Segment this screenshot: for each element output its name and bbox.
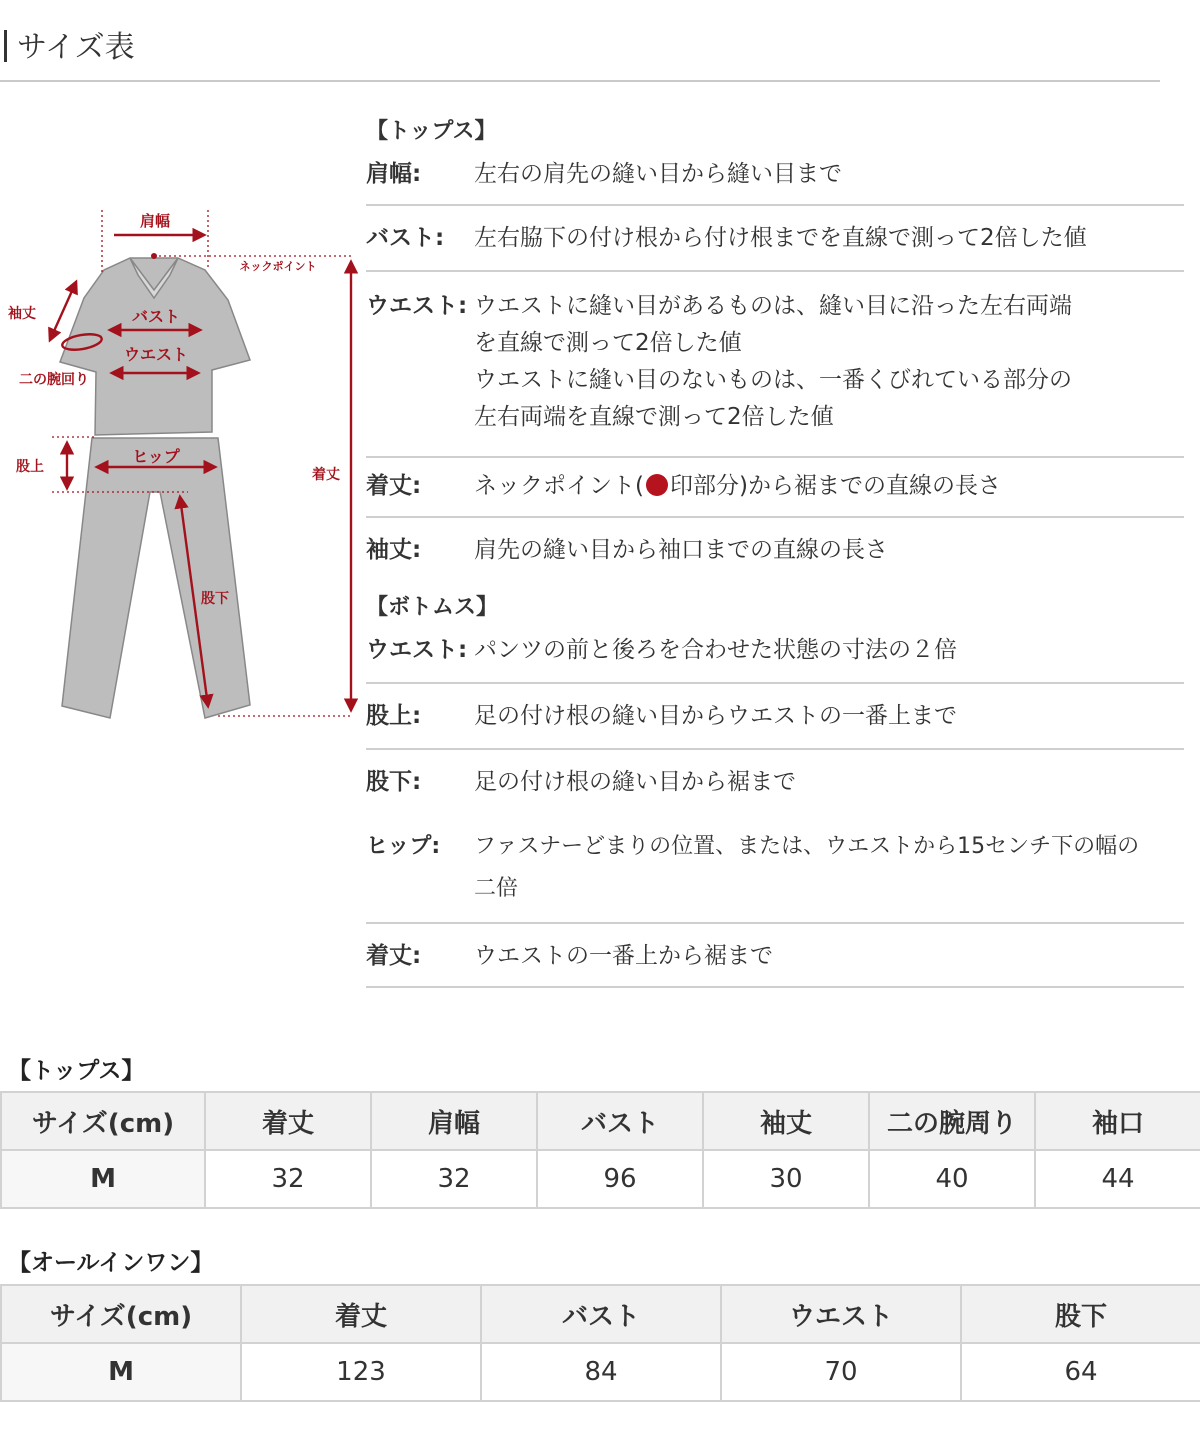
table-cell: 44 xyxy=(1035,1150,1200,1208)
label-rise: 股上 xyxy=(16,459,44,475)
table-header-cell: バスト xyxy=(481,1285,721,1343)
neckpoint-dot xyxy=(151,253,157,259)
def-desc-after: 印部分)から裾までの直線の長さ xyxy=(669,473,1001,499)
table-header-cell: ウエスト xyxy=(721,1285,961,1343)
def-row-sleeve xyxy=(366,518,1184,580)
table-cell-size: M xyxy=(1,1150,205,1208)
table-cell: 40 xyxy=(869,1150,1035,1208)
label-upperarm: 二の腕回り xyxy=(19,372,89,388)
def-row-inseam xyxy=(366,750,1184,814)
def-desc-line: を直線で測って2倍した値 xyxy=(474,330,742,356)
def-row-bust xyxy=(366,206,1184,272)
table-header-cell: サイズ(cm) xyxy=(1,1285,241,1343)
def-desc-line: パンツの前と後ろを合わせた状態の寸法の２倍 xyxy=(474,637,957,663)
def-row-bottoms-length xyxy=(366,924,1184,988)
def-term: ヒップ: xyxy=(366,834,441,859)
def-row-shoulder xyxy=(366,154,1184,206)
def-term: ウエスト: xyxy=(366,637,468,663)
def-desc-line: 左右脇下の付け根から付け根までを直線で測って2倍した値 xyxy=(474,225,1087,251)
table-cell: 64 xyxy=(961,1343,1200,1401)
table-cell: 70 xyxy=(721,1343,961,1401)
table-header-row xyxy=(1,1285,1200,1343)
def-term: 袖丈: xyxy=(366,537,422,563)
def-desc-line: ファスナーどまりの位置、または、ウエストから15センチ下の幅の xyxy=(474,834,1140,859)
table-header-cell: 袖丈 xyxy=(703,1092,869,1150)
pants-shape xyxy=(62,438,250,718)
def-row-bottoms-waist xyxy=(366,630,1184,684)
table-cell: 96 xyxy=(537,1150,703,1208)
label-bust: バスト xyxy=(131,307,181,326)
definitions-panel xyxy=(366,110,1184,988)
title-bar xyxy=(4,30,7,62)
def-desc-line: 左右両端を直線で測って2倍した値 xyxy=(474,404,834,430)
def-term: 肩幅: xyxy=(366,161,422,187)
def-desc-before: ネックポイント( xyxy=(474,473,644,499)
def-row-length xyxy=(366,458,1184,518)
def-desc-line: 足の付け根の縫い目からウエストの一番上まで xyxy=(474,703,957,729)
page-title xyxy=(0,28,135,68)
table-row xyxy=(1,1150,1200,1208)
tops-table-heading: 【トップス】 xyxy=(8,1058,145,1084)
def-term: 着丈: xyxy=(366,473,422,499)
def-term: 股下: xyxy=(366,769,422,795)
table-header-cell: 着丈 xyxy=(241,1285,481,1343)
table-header-cell: 肩幅 xyxy=(371,1092,537,1150)
table-header-cell: 二の腕周り xyxy=(869,1092,1035,1150)
def-term: ウエスト: xyxy=(366,293,468,319)
title-divider xyxy=(0,80,1160,82)
label-waist: ウエスト xyxy=(123,345,189,364)
label-sleeve: 袖丈 xyxy=(8,306,36,322)
label-shoulder: 肩幅 xyxy=(139,212,171,230)
garment-diagram xyxy=(0,195,360,730)
table-header-cell: 袖口 xyxy=(1035,1092,1200,1150)
def-desc-line: 足の付け根の縫い目から裾まで xyxy=(474,769,796,795)
def-desc-line: ウエストの一番上から裾まで xyxy=(474,943,773,969)
def-term: 股上: xyxy=(366,703,422,729)
table-row xyxy=(1,1343,1200,1401)
table-cell: 123 xyxy=(241,1343,481,1401)
bottoms-definitions-heading: 【ボトムス】 xyxy=(366,595,499,620)
def-term: バスト: xyxy=(366,225,445,251)
def-desc-line: 肩先の縫い目から袖口までの直線の長さ xyxy=(474,537,888,563)
tops-definitions-heading: 【トップス】 xyxy=(366,119,497,144)
table-cell: 32 xyxy=(371,1150,537,1208)
def-term: 着丈: xyxy=(366,943,422,969)
table-cell-size: M xyxy=(1,1343,241,1401)
allinone-table-heading: 【オールインワン】 xyxy=(8,1250,214,1276)
table-header-cell: 股下 xyxy=(961,1285,1200,1343)
label-length: 着丈 xyxy=(312,467,340,483)
def-desc-line: ウエストに縫い目のないものは、一番くびれている部分の xyxy=(474,367,1072,393)
table-header-cell: 着丈 xyxy=(205,1092,371,1150)
def-row-hip xyxy=(366,814,1184,924)
def-desc-line: 左右の肩先の縫い目から縫い目まで xyxy=(474,161,842,187)
def-row-rise xyxy=(366,684,1184,750)
table-header-row xyxy=(1,1092,1200,1150)
neckpoint-dot-icon xyxy=(646,474,668,496)
label-hip: ヒップ xyxy=(132,447,180,466)
label-neckpoint: ネックポイント xyxy=(239,260,317,273)
table-header-cell: バスト xyxy=(537,1092,703,1150)
allinone-size-table xyxy=(0,1284,1200,1402)
def-desc-line: 二倍 xyxy=(474,876,519,901)
tops-size-table xyxy=(0,1091,1200,1209)
def-row-waist xyxy=(366,272,1184,458)
label-inseam: 股下 xyxy=(201,591,229,607)
table-cell: 84 xyxy=(481,1343,721,1401)
page-title-text: サイズ表 xyxy=(17,30,135,65)
def-desc-line: ウエストに縫い目があるものは、縫い目に沿った左右両端 xyxy=(474,293,1072,319)
table-cell: 32 xyxy=(205,1150,371,1208)
table-cell: 30 xyxy=(703,1150,869,1208)
table-header-cell: サイズ(cm) xyxy=(1,1092,205,1150)
